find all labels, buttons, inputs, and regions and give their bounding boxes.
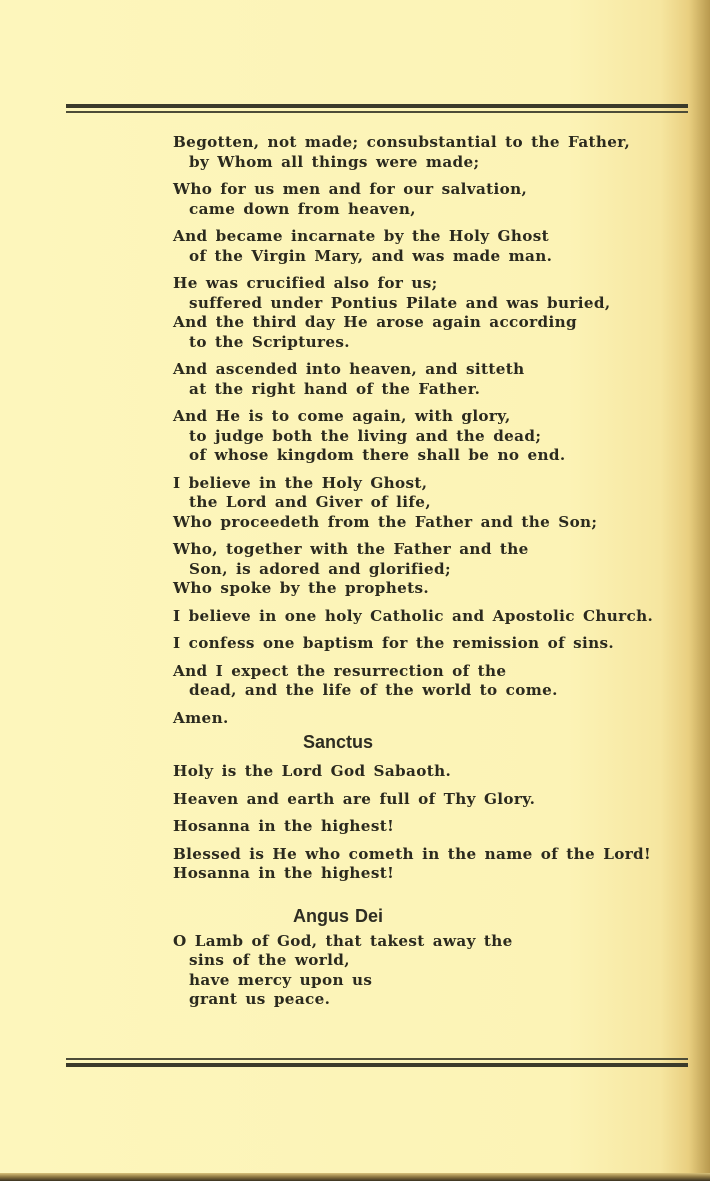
text-line: Hosanna in the highest!	[173, 864, 395, 882]
text-line: Who, together with the Father and the	[173, 540, 529, 558]
stanza	[173, 227, 643, 266]
creed-section	[173, 133, 654, 728]
text-line: He was crucified also for us;	[173, 274, 438, 292]
agnus-dei-heading: Angus Dei	[292, 905, 383, 926]
text-line: Son, is adored and glorified;	[189, 559, 451, 578]
text-line: And became incarnate by the Holy Ghost	[173, 227, 549, 245]
top-double-rule	[66, 104, 688, 113]
text-line: the Lord and Giver of life,	[189, 493, 431, 511]
text-line: grant us peace.	[189, 990, 331, 1008]
text-line: came down from heaven,	[189, 199, 416, 218]
stanza	[173, 662, 643, 701]
stanza	[173, 606, 654, 627]
text-line: I believe in one holy Catholic and Apostolic Church.	[173, 606, 654, 625]
sanctus-section	[173, 762, 652, 884]
rule-thick-line	[66, 1063, 688, 1067]
text-line: Who spoke by the prophets.	[173, 579, 430, 597]
stanza	[173, 540, 643, 599]
text-line: of whose kingdom there shall be no end.	[189, 446, 566, 464]
stanza	[173, 474, 643, 533]
text-line: have mercy upon us	[189, 970, 373, 989]
stanza	[173, 360, 643, 399]
text-line: O Lamb of God, that takest away the	[173, 931, 513, 950]
stanza	[173, 817, 643, 837]
text-line: Holy is the Lord God Sabaoth.	[173, 762, 452, 780]
stanza	[173, 790, 643, 810]
text-line: And ascended into heaven, and sitteth	[173, 360, 525, 378]
text-line: Heaven and earth are full of Thy Glory.	[173, 789, 536, 808]
page-body	[173, 133, 654, 1010]
stanza	[173, 274, 643, 352]
text-line: dead, and the life of the world to come.	[189, 681, 558, 699]
text-line: by Whom all things were made;	[189, 152, 480, 171]
stanza	[173, 844, 652, 884]
rule-thin-line	[66, 111, 688, 113]
stanza	[173, 407, 643, 466]
bottom-double-rule	[66, 1058, 688, 1067]
text-line: I believe in the Holy Ghost,	[173, 473, 428, 492]
stanza	[173, 133, 643, 172]
text-line: to judge both the living and the dead;	[189, 426, 542, 445]
text-line: Hosanna in the highest!	[173, 817, 395, 835]
text-line: to the Scriptures.	[189, 332, 350, 351]
text-line: And He is to come again, with glory,	[173, 407, 511, 425]
text-line: at the right hand of the Father.	[189, 379, 481, 398]
stanza	[173, 634, 643, 654]
stanza	[173, 932, 643, 1010]
text-line: suffered under Pontius Pilate and was buried,	[189, 293, 611, 312]
stanza	[173, 709, 643, 729]
text-line: And I expect the resurrection of the	[173, 661, 507, 680]
text-line: And the third day He arose again according	[173, 313, 577, 331]
stanza	[173, 762, 643, 782]
sanctus-heading: Sanctus	[302, 732, 374, 752]
text-line: Begotten, not made; consubstantial to the Father,	[173, 133, 631, 151]
text-line: Who for us men and for our salvation,	[173, 180, 528, 198]
text-line: Who proceedeth from the Father and the Son;	[173, 512, 598, 531]
text-line: Blessed is He who cometh in the name of the Lord!	[173, 844, 652, 863]
stanza	[173, 180, 643, 219]
text-line: Amen.	[173, 708, 229, 727]
text-line: I confess one baptism for the remission of sins.	[173, 634, 615, 652]
text-line: of the Virgin Mary, and was made man.	[189, 246, 553, 265]
agnus-dei-section	[173, 932, 643, 1010]
page-bottom-edge	[0, 1173, 710, 1181]
text-line: sins of the world,	[189, 951, 350, 969]
